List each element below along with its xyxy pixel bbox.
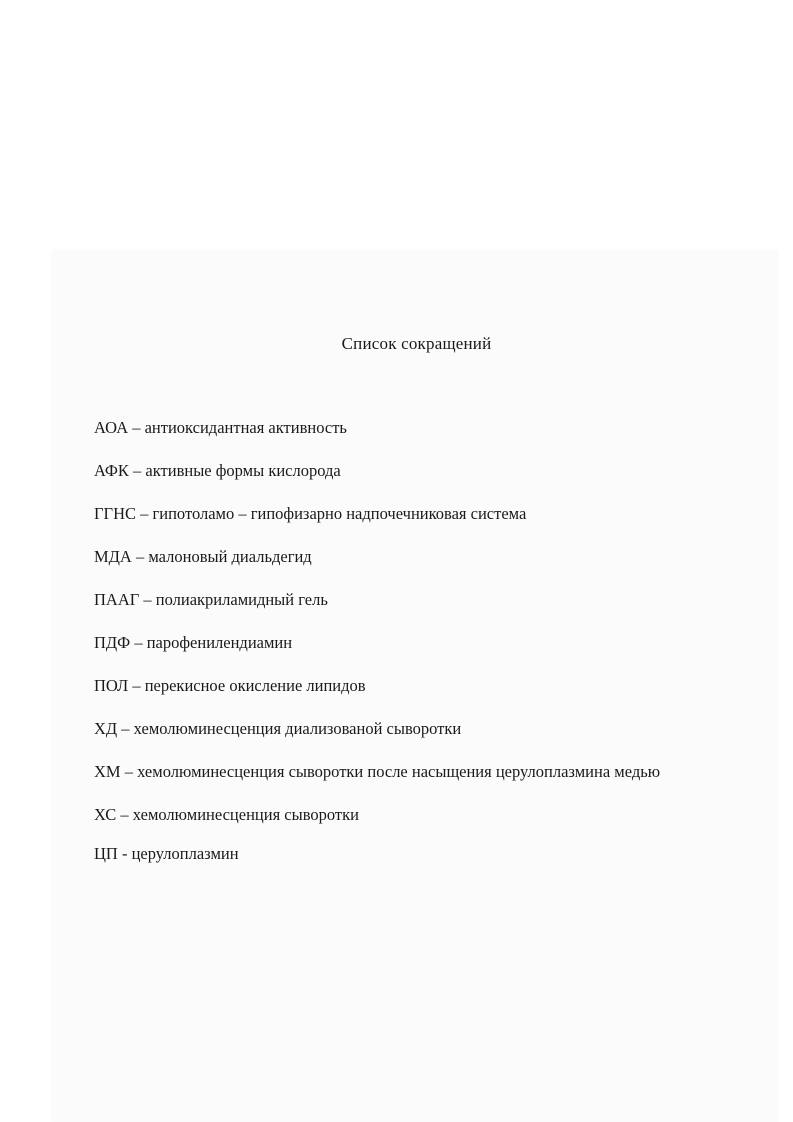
abbreviation-entry-hd: ХД – хемолюминесценция диализованой сыворотки <box>94 719 462 738</box>
abbreviation-entry-ggns: ГГНС – гипотоламо – гипофизарно надпочечниковая система <box>94 504 527 523</box>
abbreviation-entry-mda: МДА – малоновый диальдегид <box>94 547 312 566</box>
abbreviation-entry-hm: ХМ – хемолюминесценция сыворотки после насыщения церулоплазмина медью <box>94 762 661 781</box>
abbreviation-entry-pdf: ПДФ – парофенилендиамин <box>94 633 293 652</box>
abbreviation-entry-paag: ПААГ – полиакриламидный гель <box>94 590 328 609</box>
abbreviation-entry-aoa: АОА – антиоксидантная активность <box>94 418 347 437</box>
abbreviation-entry-pol: ПОЛ – перекисное окисление липидов <box>94 676 366 695</box>
page-title: Список сокращений <box>341 334 492 353</box>
abbreviation-entry-afk: АФК – активные формы кислорода <box>94 461 341 480</box>
abbreviation-entry-hs: ХС – хемолюминесценция сыворотки <box>94 805 359 824</box>
abbreviation-entry-cp: ЦП - церулоплазмин <box>94 844 239 863</box>
